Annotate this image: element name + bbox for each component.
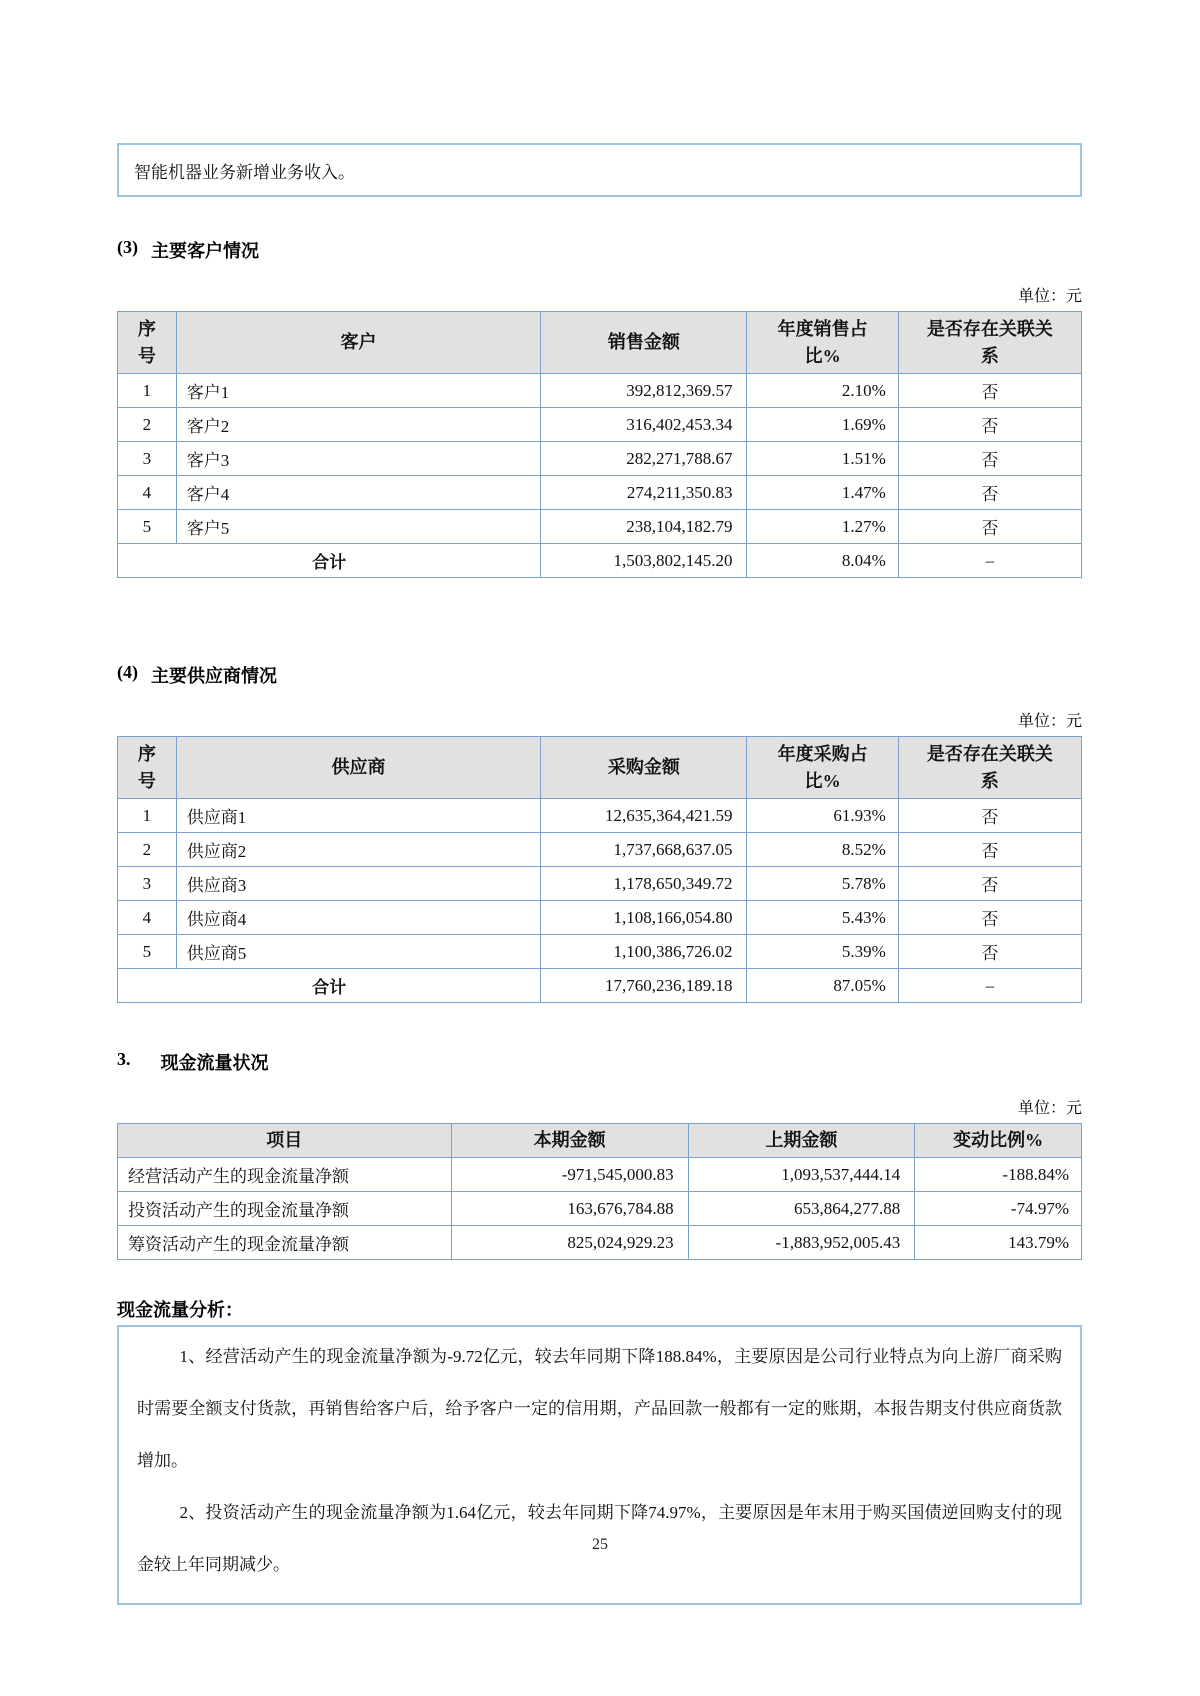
header-seq: 序号 (118, 312, 177, 374)
analysis-paragraph-1: 1、经营活动产生的现金流量净额为-9.72亿元，较去年同期下降188.84%，主要原因是公司行业特点为向上游厂商采购时需要全额支付货款，再销售给客户后，给予客户一定的信用期，产品回款一般都有一定的账期，本报告期支付供应商货款增加。 (137, 1347, 1062, 1470)
section-number: 3. (117, 1049, 131, 1069)
intro-text-box (117, 143, 1082, 197)
cashflow-table (117, 1123, 1082, 1260)
customer-row-2: 2 客户2 316,402,453.34 1.69% 否 (118, 408, 1082, 442)
unit-label-cashflow: 单位：元 (1017, 1100, 1082, 1117)
customer-row-4: 4 客户4 274,211,350.83 1.47% 否 (118, 476, 1082, 510)
header-seq: 序号 (118, 737, 177, 799)
customers-header-row (118, 312, 1082, 374)
section-heading-cashflow (117, 1049, 1082, 1075)
unit-label-suppliers: 单位：元 (1017, 713, 1082, 730)
header-current-amount: 本期金额 (451, 1124, 688, 1158)
section-title: 现金流量状况 (160, 1053, 269, 1073)
customer-row-5: 5 客户5 238,104,182.79 1.27% 否 (118, 510, 1082, 544)
analysis-paragraph-2: 2、投资活动产生的现金流量净额为1.64亿元，较去年同期下降74.97%，主要原因是年末用于购买国债逆回购支付的现金较上年同期减少。 (137, 1503, 1062, 1574)
header-supplier: 供应商 (176, 737, 540, 799)
section-title: 主要供应商情况 (151, 666, 277, 686)
customer-row-1: 1 客户1 392,812,369.57 2.10% 否 (118, 374, 1082, 408)
analysis-text-box (117, 1325, 1082, 1605)
section-heading-suppliers (117, 662, 1082, 688)
supplier-row-4: 4 供应商4 1,108,166,054.80 5.43% 否 (118, 901, 1082, 935)
section-number: (4) (117, 662, 138, 682)
header-item: 项目 (118, 1124, 452, 1158)
cashflow-row-investing: 投资活动产生的现金流量净额 163,676,784.88 653,864,277.88 -74.97% (118, 1192, 1082, 1226)
page-number: 25 (592, 1536, 608, 1553)
customers-table (117, 311, 1082, 578)
header-related: 是否存在关联关系 (898, 312, 1081, 374)
header-change-pct: 变动比例% (915, 1124, 1082, 1158)
supplier-row-1: 1 供应商1 12,635,364,421.59 61.93% 否 (118, 799, 1082, 833)
suppliers-total-row: 合计 17,760,236,189.18 87.05% – (118, 969, 1082, 1003)
header-related: 是否存在关联关系 (898, 737, 1081, 799)
header-customer: 客户 (176, 312, 540, 374)
suppliers-header-row (118, 737, 1082, 799)
section-number: (3) (117, 237, 138, 257)
header-purchase-pct: 年度采购占比% (747, 737, 898, 799)
cashflow-row-operating: 经营活动产生的现金流量净额 -971,545,000.83 1,093,537,444.14 -188.84% (118, 1158, 1082, 1192)
section-heading-customers (117, 237, 1082, 263)
supplier-row-3: 3 供应商3 1,178,650,349.72 5.78% 否 (118, 867, 1082, 901)
supplier-row-2: 2 供应商2 1,737,668,637.05 8.52% 否 (118, 833, 1082, 867)
header-sales-pct: 年度销售占比% (747, 312, 898, 374)
customers-total-row: 合计 1,503,802,145.20 8.04% – (118, 544, 1082, 578)
header-sales-amount: 销售金额 (541, 312, 747, 374)
unit-label-customers: 单位：元 (1017, 288, 1082, 305)
cashflow-row-financing: 筹资活动产生的现金流量净额 825,024,929.23 -1,883,952,005.43 143.79% (118, 1226, 1082, 1260)
header-prior-amount: 上期金额 (688, 1124, 915, 1158)
analysis-heading: 现金流量分析： (117, 1300, 243, 1320)
suppliers-table (117, 736, 1082, 1003)
supplier-row-5: 5 供应商5 1,100,386,726.02 5.39% 否 (118, 935, 1082, 969)
cashflow-header-row (118, 1124, 1082, 1158)
intro-text: 智能机器业务新增业务收入。 (134, 162, 355, 182)
section-title: 主要客户情况 (151, 241, 259, 261)
header-purchase-amount: 采购金额 (541, 737, 747, 799)
customer-row-3: 3 客户3 282,271,788.67 1.51% 否 (118, 442, 1082, 476)
